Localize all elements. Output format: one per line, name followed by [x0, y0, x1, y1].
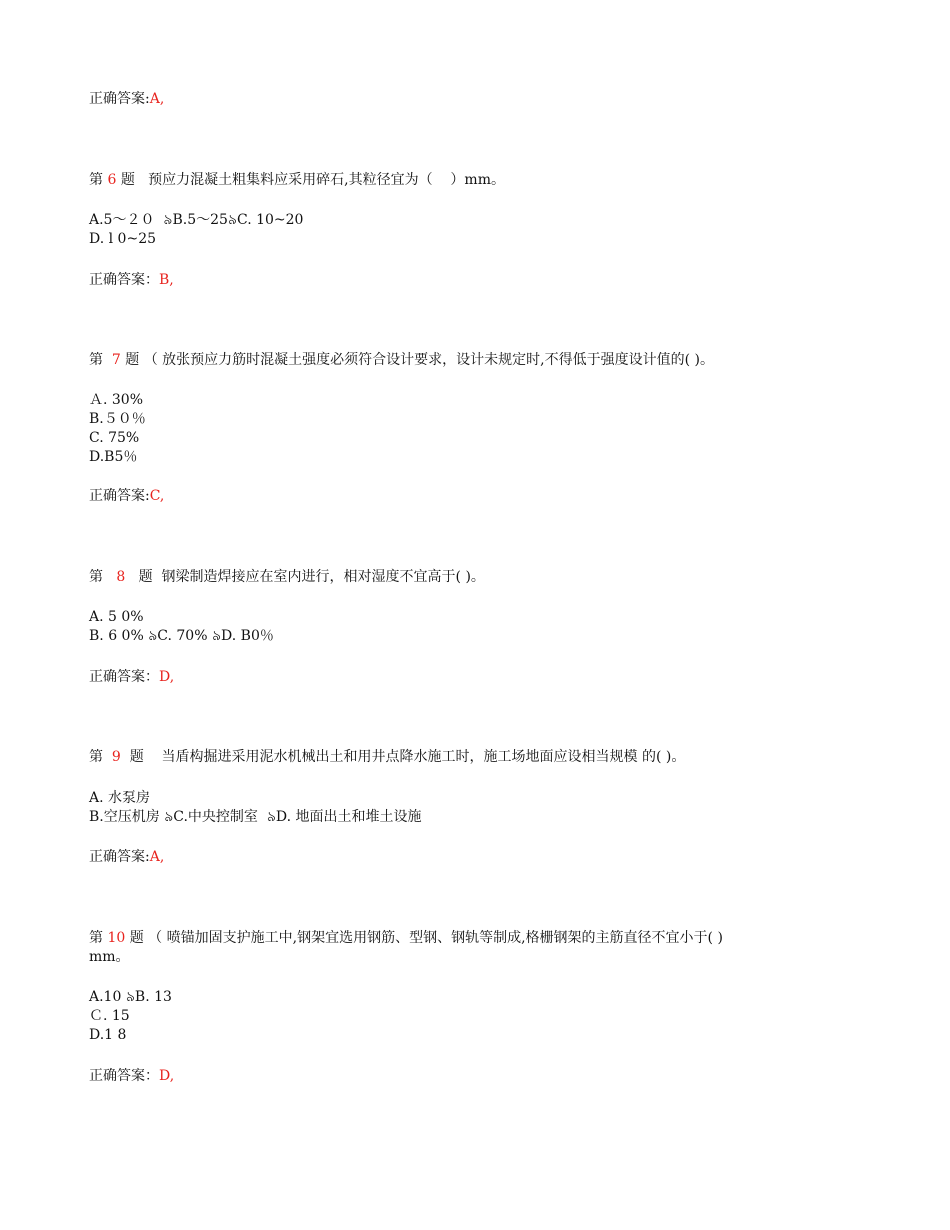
answer-line — [89, 90, 164, 108]
question-prefix: 第 — [89, 930, 108, 946]
question-text: 题 （ 喷锚加固支护施工中,钢架宜选用钢筋、型钢、钢轨等制成,格栅钢架的主筋直径不宜小于( ) — [125, 930, 723, 946]
question-prefix: 第 — [89, 749, 112, 765]
answer-line — [89, 668, 174, 686]
question-text: 题 钢梁制造焊接应在室内进行，相对湿度不宜高于( )。 — [125, 569, 485, 585]
option-line: A.10 ৯B. 13 — [89, 989, 172, 1005]
option-line: D. l 0~25 — [89, 231, 157, 247]
option-line: B.空压机房 ৯C.中央控制室 ৯D. 地面出土和堆土设施 — [89, 809, 422, 825]
answer-value: A, — [149, 91, 165, 107]
question-number: 7 — [111, 352, 121, 368]
question-9-title — [89, 748, 685, 766]
option-line: B. 6 0% ৯C. 70% ৯D. B0％ — [89, 628, 274, 644]
option-line: Ｃ. 15 — [89, 1008, 130, 1024]
answer-value: D, — [159, 1068, 175, 1084]
answer-value: B, — [159, 272, 174, 288]
question-prefix: 第 — [89, 172, 108, 188]
question-number: 8 — [116, 569, 126, 585]
option-line: D.B5％ — [89, 449, 138, 465]
question-10-title — [89, 929, 723, 947]
answer-line — [89, 487, 164, 505]
question-10-continuation: mm。 — [89, 949, 130, 965]
option-line: B.５０％ — [89, 411, 146, 427]
option-line: A.5～２０ ৯B.5～25৯C. 10~20 — [89, 212, 304, 228]
answer-label: 正确答案: — [89, 91, 150, 107]
question-text: 题 预应力混凝土粗集料应采用碎石,其粒径宜为（ ）mm。 — [116, 172, 505, 188]
question-prefix: 第 — [89, 569, 117, 585]
option-line: A. 水泵房 — [89, 790, 151, 806]
option-line: Ａ. 30% — [89, 392, 144, 408]
question-number: 9 — [111, 749, 121, 765]
question-text: 题 当盾构掘进采用泥水机械出土和用井点降水施工时，施工场地面应设相当规模 的( )。 — [120, 749, 686, 765]
answer-line — [89, 848, 164, 866]
answer-label: 正确答案: — [89, 488, 150, 504]
answer-line — [89, 1067, 174, 1085]
option-line: D.1 8 — [89, 1027, 127, 1043]
question-prefix: 第 — [89, 352, 112, 368]
question-number: 6 — [107, 172, 117, 188]
answer-label: 正确答案： — [89, 272, 159, 288]
question-6-title — [89, 171, 505, 189]
answer-value: D, — [159, 669, 175, 685]
question-7-title — [89, 351, 714, 369]
question-8-title — [89, 568, 485, 586]
answer-value: A, — [149, 849, 165, 865]
option-line: A. 5 0% — [89, 609, 144, 625]
answer-line — [89, 271, 174, 289]
option-line: C. 75% — [89, 430, 140, 446]
answer-label: 正确答案: — [89, 849, 150, 865]
question-text: 题 （ 放张预应力筋时混凝土强度必须符合设计要求，设计未规定时,不得低于强度设计值的( )。 — [120, 352, 715, 368]
answer-value: C, — [149, 488, 165, 504]
question-number: 10 — [107, 930, 126, 946]
answer-label: 正确答案： — [89, 669, 159, 685]
answer-label: 正确答案： — [89, 1068, 159, 1084]
